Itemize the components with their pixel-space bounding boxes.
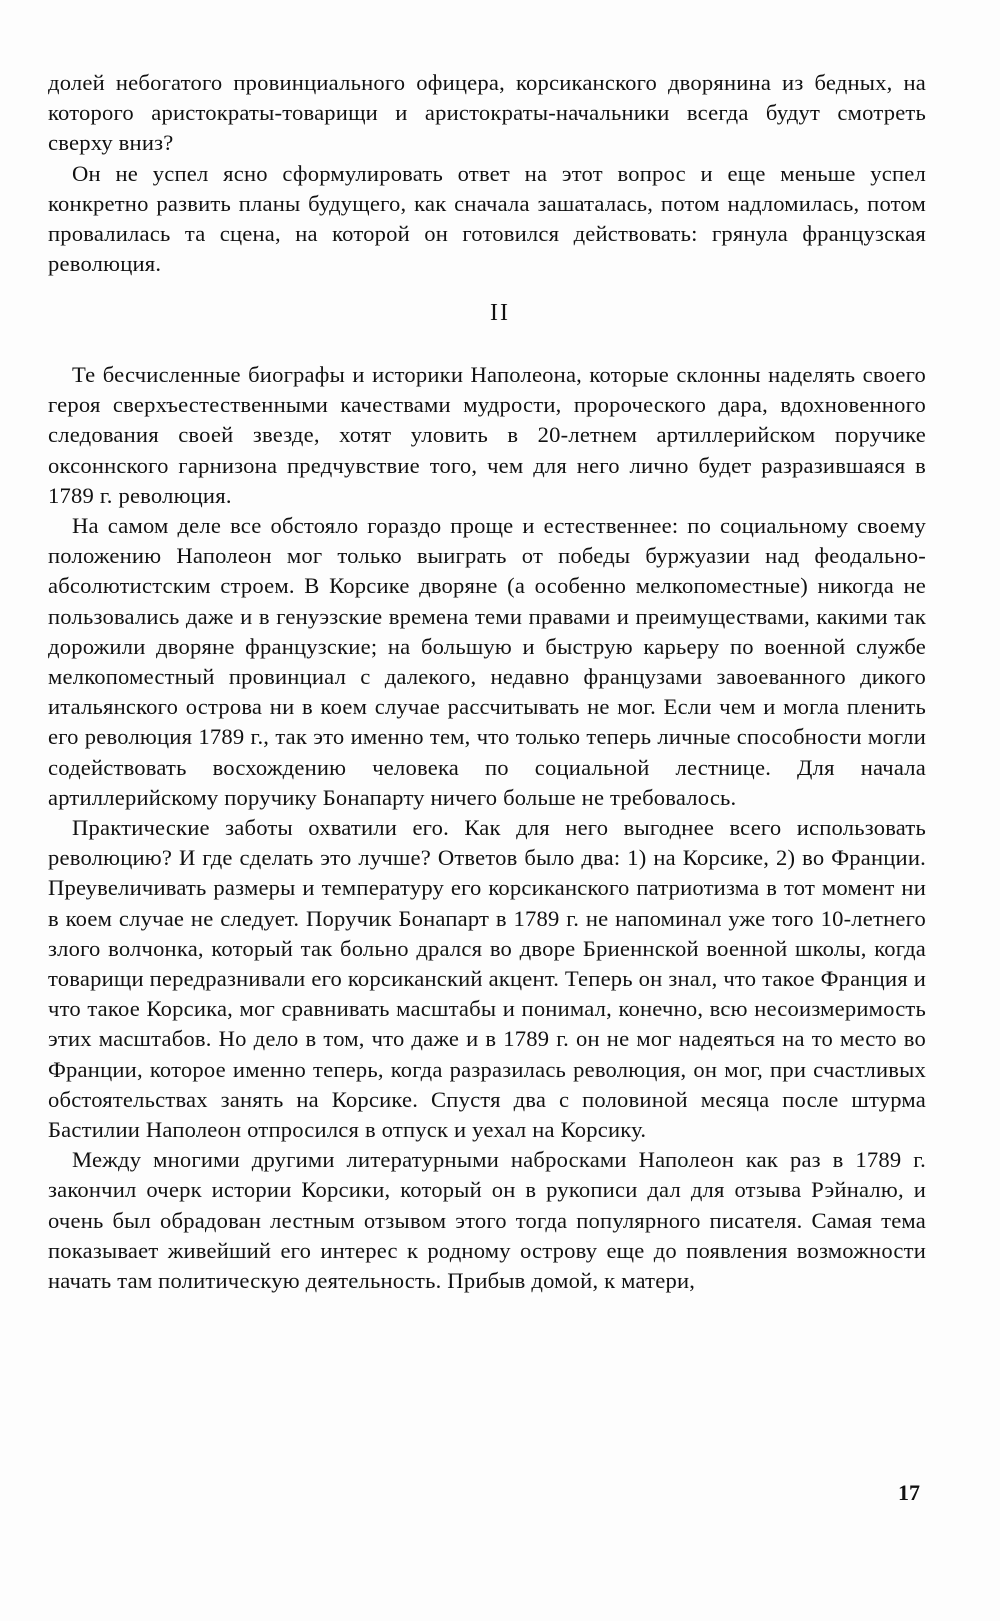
text-after-heading <box>48 360 926 1296</box>
paragraph-continued: долей небогатого провинциального офицера, корсиканского дворянина из бедных, на которого аристократы-товарищи и аристократы-начальники всегда будут смотреть сверху вниз? <box>48 70 926 156</box>
text-before-heading <box>48 68 926 279</box>
page-number: 17 <box>898 1480 920 1505</box>
paragraph: Между многими другими литературными набросками Наполеон как раз в 1789 г. закончил очерк истории Корсики, который он в рукописи дал для отзыва Рэйналю, и очень был обрадован лестным отзывом этого тогда популярного писателя. Самая тема показывает живейший его интерес к родному острову еще до появления возможности начать там политическую деятельность. Прибыв домой, к матери, <box>48 1147 926 1294</box>
chapter-heading: II <box>490 300 510 326</box>
paragraph: На самом деле все обстояло гораздо проще и естественнее: по социальному своему положению Наполеон мог только выиграть от победы буржуазии над феодально-абсолютистским строем. В Корсике дворяне (а особенно мелкопоместные) никогда не пользовались даже и в генуэзские времена теми правами и преимуществами, какими так дорожили дворяне французские; на большую и быструю карьеру по военной службе мелкопоместный провинциал с далекого, недавно французами завоеванного дикого итальянского острова ни в коем случае рассчитывать не мог. Если чем и могла пленить его революция 1789 г., так это именно тем, что только теперь личные способности могли содействовать восхождению человека по социальной лестнице. Для начала артиллерийскому поручику Бонапарту ничего больше не требовалось. <box>48 513 926 810</box>
paragraph: Те бесчисленные биографы и историки Наполеона, которые склонны наделять своего героя сверхъестественными качествами мудрости, пророческого дара, вдохновенного следования своей звезде, хотят уловить в 20-летнем артиллерийском поручике оксоннского гарнизона предчувствие того, чем для него лично будет разразившаяся в 1789 г. революция. <box>48 362 926 508</box>
paragraph: Практические заботы охватили его. Как для него выгоднее всего использовать революцию? И где сделать это лучше? Ответов было два: 1) на Корсике, 2) во Франции. Преувеличивать размеры и температуру его корсиканского патриотизма в тот момент ни в коем случае не следует. Поручик Бонапарт в 1789 г. не напоминал уже того 10-летнего злого волчонка, который так больно дрался во дворе Бриеннской военной школы, когда товарищи передразнивали его корсиканский акцент. Теперь он знал, что такое Франция и что такое Корсика, мог сравнивать масштабы и понимал, конечно, всю несоизмеримость этих масштабов. Но дело в том, что даже и в 1789 г. он не мог надеяться на то место во Франции, которое именно теперь, когда разразилась революция, он мог, при счастливых обстоятельствах занять на Корсике. Спустя два с половиной месяца после штурма Бастилии Наполеон отпросился в отпуск и уехал на Корсику. <box>48 815 926 1143</box>
paragraph: Он не успел ясно сформулировать ответ на этот вопрос и еще меньше успел конкретно развить планы будущего, как сначала зашаталась, потом надломилась, потом провалилась та сцена, на которой он готовился действовать: грянула французская революция. <box>48 160 926 277</box>
